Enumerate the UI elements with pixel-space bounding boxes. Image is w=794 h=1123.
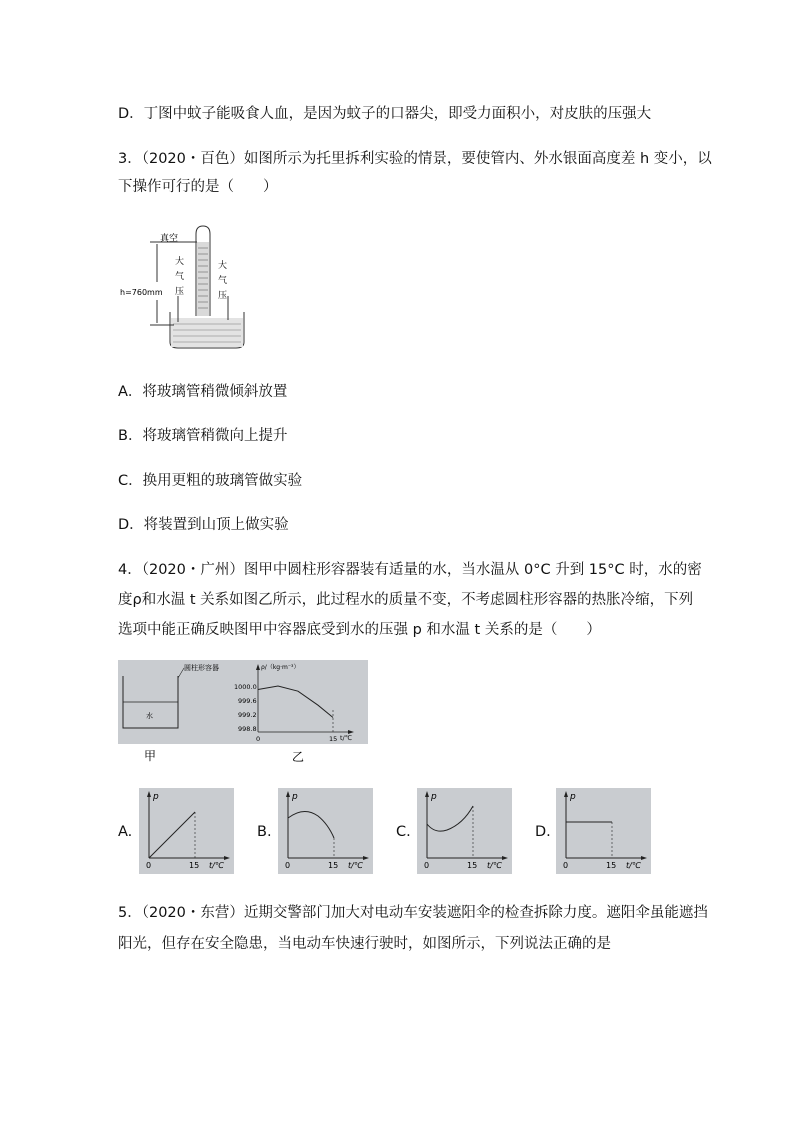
- option-d-t: t/℃: [626, 861, 641, 870]
- q3-option-c: C．换用更粗的玻璃管做实验: [118, 473, 303, 489]
- q4-option-a-letter: A.: [118, 824, 133, 840]
- option-a-t: t/℃: [209, 861, 224, 870]
- option-a-zero: 0: [146, 861, 152, 870]
- inner-pressure-char1: 大: [175, 257, 185, 267]
- option-d-fifteen: 15: [606, 861, 617, 870]
- q3-option-a: A．将玻璃管稍微倾斜放置: [118, 384, 288, 400]
- option-b-t: t/℃: [348, 861, 363, 870]
- outer-pressure-char2: 气: [218, 276, 228, 286]
- option-d-graph[interactable]: [556, 788, 651, 874]
- q5-stem-line2: 阳光，但存在安全隐患，当电动车快速行驶时，如图所示，下列说法正确的是: [118, 936, 611, 952]
- density-ytick-3: 999.2: [238, 711, 257, 719]
- container-label: 圆柱形容器: [184, 664, 219, 672]
- option-c-fifteen: 15: [467, 861, 478, 870]
- option-a-graph[interactable]: [139, 788, 234, 874]
- option-b-graph[interactable]: [278, 788, 373, 874]
- q3-stem-line1: 3．（2020・百色）如图所示为托里拆利实验的情景，要使管内、外水银面高度差 h 变小，以: [118, 151, 712, 167]
- q4-option-d-letter: D.: [535, 824, 551, 840]
- glass-tube: [196, 226, 210, 316]
- q2-option-d: D．丁图中蚊子能吸食人血，是因为蚊子的口器尖，即受力面积小，对皮肤的压强大: [118, 106, 652, 122]
- q5-stem-line1: 5．（2020・东营）近期交警部门加大对电动车安装遮阳伞的检查拆除力度。遮阳伞虽能遮挡: [118, 905, 708, 921]
- q3-option-b: B．将玻璃管稍微向上提升: [118, 428, 288, 444]
- caption-jia: 甲: [144, 749, 157, 763]
- height-marker: [150, 242, 228, 325]
- q4-jia-yi-figure: [118, 660, 368, 768]
- option-d-p: p: [570, 792, 576, 802]
- caption-yi: 乙: [292, 750, 305, 764]
- q4-stem-line3: 选项中能正确反映图甲中容器底受到水的压强 p 和水温 t 关系的是（ ）: [118, 622, 601, 638]
- density-ytick-4: 998.8: [238, 725, 257, 733]
- option-a-fifteen: 15: [189, 861, 200, 870]
- option-c-zero: 0: [424, 861, 430, 870]
- q4-stem-line2: 度ρ和水温 t 关系如图乙所示，此过程水的质量不变，不考虑圆柱形容器的热胀冷缩，下列: [118, 592, 694, 608]
- option-c-p: p: [431, 792, 437, 802]
- q4-stem-line1: 4．（2020・广州）图甲中圆柱形容器装有适量的水，当水温从 0°C 升到 15°C 时，水的密: [118, 562, 702, 578]
- inner-pressure-char2: 气: [175, 272, 185, 282]
- option-c-graph[interactable]: [417, 788, 512, 874]
- density-ytick-2: 999.6: [238, 697, 257, 705]
- q4-option-c-letter: C.: [396, 824, 411, 840]
- density-xtick-0: 0: [256, 735, 261, 743]
- inner-pressure-char3: 压: [175, 287, 185, 297]
- option-a-p: p: [153, 792, 159, 802]
- mercury-dish: [170, 312, 244, 348]
- option-d-zero: 0: [563, 861, 569, 870]
- option-c-t: t/℃: [487, 861, 502, 870]
- q3-option-d: D．将装置到山顶上做实验: [118, 517, 289, 533]
- density-xlabel: t/℃: [340, 734, 353, 742]
- option-b-fifteen: 15: [328, 861, 339, 870]
- vacuum-label: 真空: [160, 234, 179, 244]
- h-label: h=760mm: [120, 288, 163, 297]
- outer-pressure-char3: 压: [218, 291, 228, 301]
- q3-stem-line2: 下操作可行的是（ ）: [118, 179, 278, 195]
- density-ylabel: ρ/（kg·m⁻³）: [261, 664, 300, 671]
- q4-option-b-letter: B.: [257, 824, 272, 840]
- density-ytick-1: 1000.0: [234, 683, 257, 691]
- density-xtick-15: 15: [329, 735, 338, 743]
- option-b-zero: 0: [285, 861, 291, 870]
- water-label: 水: [146, 712, 153, 720]
- torricelli-figure: [118, 222, 248, 354]
- outer-pressure-char1: 大: [218, 261, 228, 271]
- option-b-p: p: [292, 792, 298, 802]
